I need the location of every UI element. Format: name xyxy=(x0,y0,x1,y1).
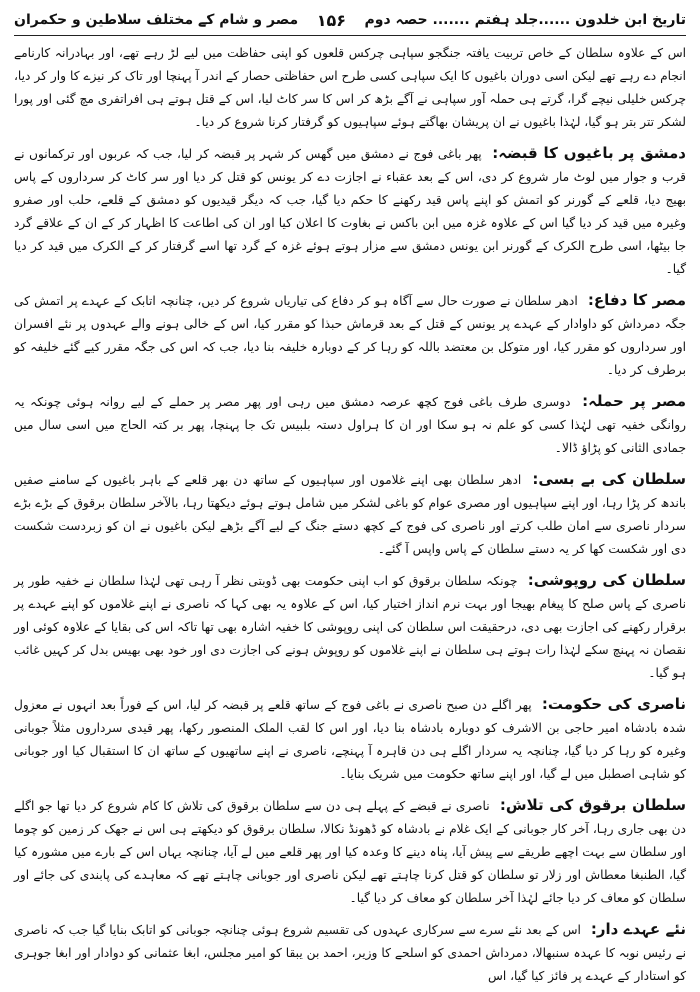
section-sultan-ropooshi xyxy=(14,569,686,685)
chapter-title: مصر و شام کے مختلف سلاطین و حکمران xyxy=(14,12,299,28)
section-heading: مصر پر حملہ: xyxy=(582,392,687,410)
page-header xyxy=(14,8,686,32)
section-heading: سلطان کی روپوشی: xyxy=(527,571,687,589)
section-heading: سلطان برقوق کی تلاش: xyxy=(499,796,687,814)
section-heading: ناصری کی حکومت: xyxy=(541,695,686,713)
page-number: ۱۵۶ xyxy=(316,10,346,30)
header-divider xyxy=(14,35,686,36)
section-barquq-talash xyxy=(14,794,686,910)
paragraph-text: ادھر سلطان نے صورت حال سے آگاہ ہو کر دفاع کی تیاریاں شروع کر دیں، چنانچہ اتابک کے عہدے پر اتمش کی جگہ دمرداش کو داوادار کے عہدے پر یونس کے قتل کے بعد قرماش حبذا کو مقرر کیا، اس کے خالی ہونے والے عہدوں پر نئے افسران اور سرداروں کو مقرر کیا، اور متوکل بن معتضد باللہ کو رہا کر کے دوبارہ خلیفہ بنا دیا، جب کہ اس کی جگہ مقرر کیے گئے خلیفہ کو برطرف کر دیا۔ xyxy=(14,294,686,377)
paragraph-text: چونکہ سلطان برقوق کو اب اپنی حکومت بھی ڈوبتی نظر آ رہی تھی لہٰذا سلطان نے خفیہ طور پر ناصری کے پاس صلح کا پیغام بھیجا اور بہت نرم انداز اختیار کیا، اس کے علاوہ یہ بھی کہا کہ ناصری نے اپنے غلاموں کو اپنے عہدے پر برقرار رکھنے کی اجازت بھی دی، درحقیقت اس سلطان کی اپنی روپوشی کا خفیہ اشارہ بھی تھا تاکہ اس کی بقایا کے علاوہ کوئی اور نقصان نہ پہنچ سکے لہٰذا رات ہوتے ہی سلطان نے اپنے غلاموں کو روپوش ہونے کی اجازت دی اور خود بھی بھیس بدل کر کہیں غائب ہو گیا۔ xyxy=(14,574,686,680)
paragraph-text: ناصری نے قبضے کے پہلے ہی دن سے سلطان برقوق کی تلاش کا کام شروع کر دیا تھا جو اگلے دن بھی جاری رہا، آخر کار جوبانی کے ایک غلام نے بادشاہ کو ڈھونڈ نکالا، سلطان برقوق کو دیکھتے ہی اس نے جھک کر زمین کو چوما اور سلطان سے بہت اچھے طریقے سے پیش آیا، پناہ دینے کا وعدہ کیا اور پھر قلعے میں لے آیا، چنانچہ یہاں اس کے بارے میں مشورہ کیا گیا، الطنبغا معطاش اور زلار تو سلطان کو قتل کرنا چاہتے تھے لیکن ناصری اور جوبانی چاہتے تھے کہ معاہدے کی پابندی کی جائے اور سلطان کو معاف کر دیا جائے لہٰذا آخر سلطان کو معاف کر دیا گیا۔ xyxy=(14,799,686,905)
section-dimashq xyxy=(14,142,686,281)
paragraph-text: اس کے علاوہ سلطان کے خاص تربیت یافتہ جنگجو سپاہی چرکس قلعوں کو اپنی حفاظت میں لیے لڑ رہے تھے، اور بہادرانہ کارنامے انجام دے رہے تھے لیکن اسی دوران باغیوں کا ایک سپاہی کسی طرح اس حفاظتی حصار کے اندر آ پہنچا اور تاک کر نیزے کا وار کر دیا، چرکس خلیلی نیچے گرا، گرتے ہی حملہ آور سپاہی نے آگے بڑھ کر اس کا سر کاٹ لیا، اس کے قتل ہوتے ہی افراتفری مچ گئی اور پورا لشکر تتر بتر ہو گیا، لہٰذا باغیوں نے ان پریشان بھاگتے ہوئے سپاہیوں کو گرفتار کرنا شروع کر دیا۔ xyxy=(14,46,686,129)
paragraph-text: پھر اگلے دن صبح ناصری نے باغی فوج کے ساتھ قلعے پر قبضہ کر لیا، اس کے فوراً بعد انہوں نے معزول شدہ بادشاہ امیر حاجی بن الاشرف کو دوبارہ بادشاہ بنا دیا، اور اس کا لقب الملک المنصور رکھا، پھر قیدی سرداروں مثلاً جوبانی وغیرہ کو رہا کر دیا گیا، چنانچہ یہ سردار اگلے ہی دن قاہرہ آ پہنچے، ناصری نے اپنے ساتھیوں کے ساتھ ان کا استقبال کیا اور جوبانی کو شاہی اصطبل میں لے گیا، اور اپنے ساتھ حکومت میں شریک بنایا۔ xyxy=(14,698,686,781)
section-misr-difa xyxy=(14,289,686,382)
section-misr-hamla xyxy=(14,390,686,460)
paragraph-text: اس کے بعد نئے سرے سے سرکاری عہدوں کی تقسیم شروع ہوئی چنانچہ جوبانی کو اتابک بنایا گیا جب کہ ناصری نے رئیس نوبہ کا عہدہ سنبھالا، دمرداش احمدی کو اسلحے کا وزیر، احمد بن یبقا کو امیر مجلس، ابغا عثمانی کو دوادار اور ابغا جوہری کو استادار کے عہدے پر فائز کیا گیا، اس xyxy=(14,923,686,983)
section-heading: نئے عہدے دار: xyxy=(590,920,687,938)
section-heading: سلطان کی بے بسی: xyxy=(532,470,687,488)
paragraph xyxy=(14,42,686,134)
book-title: تاریخ ابن خلدون ......جلد ہفتم ....... حصہ دوم xyxy=(364,12,686,28)
section-heading: مصر کا دفاع: xyxy=(587,291,686,309)
section-nasiri-hukumat xyxy=(14,693,686,786)
paragraph-text: دوسری طرف باغی فوج کچھ عرصہ دمشق میں رہی اور پھر مصر پر حملے کے لیے روانہ ہوئی چونکہ یہ روانگی خفیہ تھی لہٰذا کسی کو علم نہ ہو سکا اور ان کا ہراول دستہ بلبیس تک جا پہنچا، پھر بر کتہ الحاج میں اسی سال میں جمادی الثانی کو پڑاؤ ڈالا۔ xyxy=(14,395,686,455)
section-naye-uhdedar xyxy=(14,918,686,988)
paragraph-text: ادھر سلطان بھی اپنے غلاموں اور سپاہیوں کے ساتھ دن بھر قلعے کے باہر باغیوں کے سامنے صفیں باندھ کر پڑا رہا، اور اپنے سپاہیوں اور مصری عوام کو باغی لشکر میں شامل ہوتے ہوئے دیکھتا رہا، بالآخر سلطان برقوق کے بڑے بڑے سردار ناصری سے امان طلب کرتے اور ناصری کی فوج کے کچھ دستے جنگ کے لیے آگے بڑھے لیکن باغیوں نے ان کو زبردست شکست دی اور شکست کھا کر یہ دستے سلطان کے پاس واپس آ گئے۔ xyxy=(14,473,686,556)
section-heading: دمشق پر باغیوں کا قبضہ: xyxy=(492,144,686,162)
paragraph-text: پھر باغی فوج نے دمشق میں گھس کر شہر پر قبضہ کر لیا، جب کہ عربوں اور ترکمانوں نے قرب و جوار میں لوٹ مار شروع کر دی، اس کے بعد عقباء نے اجازت دے کر یونس کو قتل کر دیا اور سر کاٹ کر سرداروں کے پاس بھیج دیا، قلعے کے گورنر کو اتمش کو اپنے پاس قید رکھنے کا حکم دیا گیا، جب کہ دیگر قیدیوں کو دمشق کے قلعے، حلب اور صفرو وغیرہ میں قید کر دیا گیا اس کے علاوہ غزہ میں ابن باکس نے بغاوت کا اعلان کیا اور ان کی اطاعت کا اظہار کر کے ان کے علاقے گرد جا بیٹھا، اسی طرح الکرک کے گورنر ابن یونس دمشق سے مزار ہوتے ہوئے غزہ کے گرد تھا اسے گرفتار کر کے الکرک میں قید کر دیا گیا۔ xyxy=(14,147,686,276)
section-sultan-bebasi xyxy=(14,468,686,561)
